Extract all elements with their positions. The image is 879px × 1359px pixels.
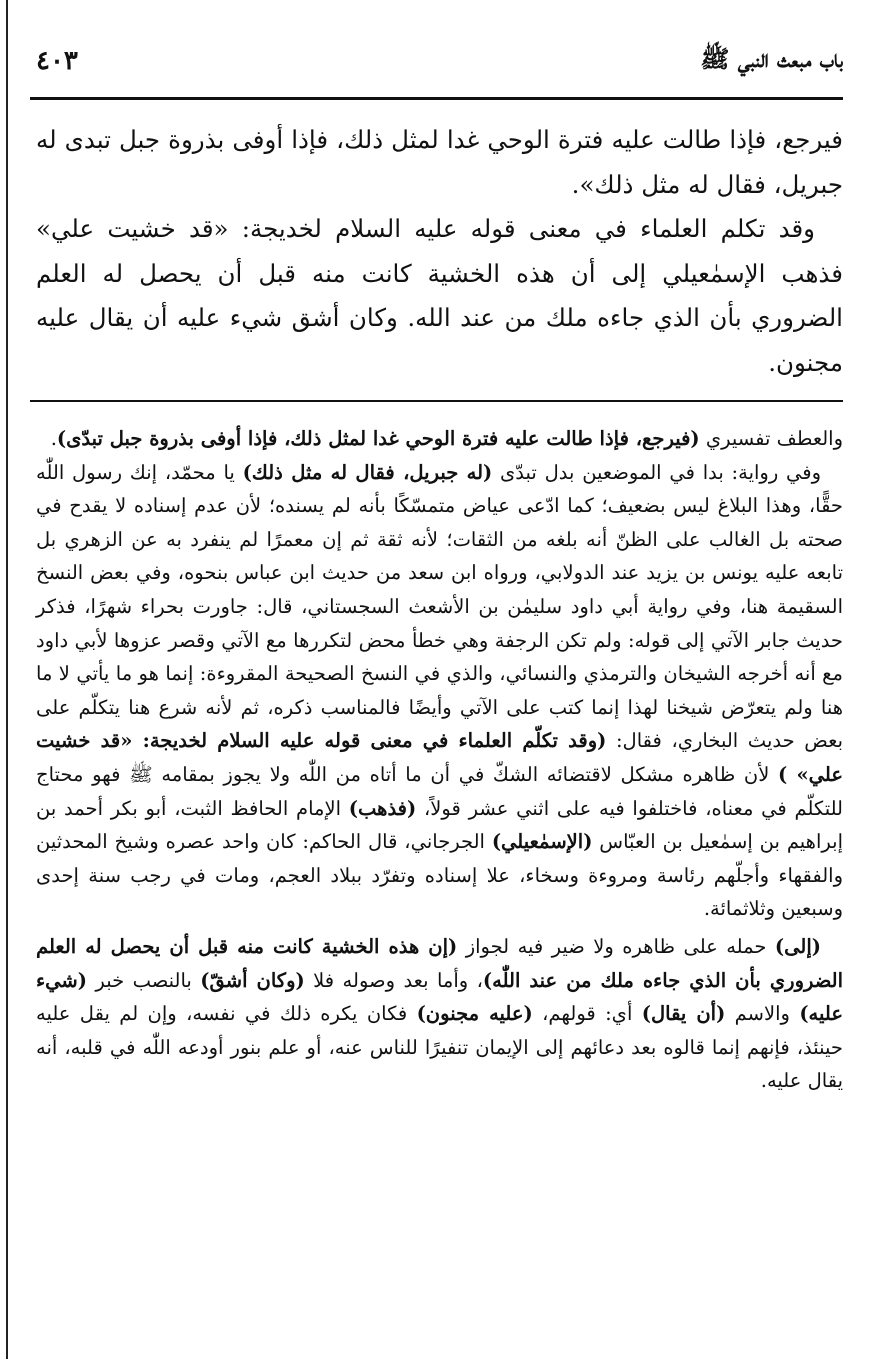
quoted-hadith-text: (إن هذه الخشية كانت منه قبل أن يحصل له العلم الضروري بأن الذي جاءه ملك من عند اللّٰه) — [36, 934, 844, 992]
quoted-hadith-text: (له جبريل، فقال له مثل ذلك) — [242, 460, 493, 484]
commentary-text-run: بالنصب خبر — [87, 968, 201, 992]
quoted-hadith-text: (وكان أشقّ) — [200, 968, 305, 992]
quoted-hadith-text: (فيرجع، فإذا طالت عليه فترة الوحي غدا لمثل ذلك، فإذا أوفى بذروة جبل تبدّى) — [56, 427, 700, 450]
commentary-text-run: يا محمّد، إنك رسول اللّٰه حقًّا، وهذا البلاغ ليس بضعيف؛ كما ادّعى عياض متمسّكًا بأنه لم يسنده؛ لأن عدم إسناده لا يقدح في صحته بل الغالب على الظنّ أنه بلغه من الثقات؛ لأنه ثقة ثم إن معمرًا لم ينفرد به عن الزهري بل تابعه عليه يونس بن يزيد عند الدولابي، ورواه ابن سعد من حديث ابن عباس بنحوه، وفي بعض النسخ السقيمة هنا، وفي رواية أبي داود سليمٰن بن الأشعث السجستاني، قال: جاورت بحراء شهرًا، فذكر حديث جابر الآتي إلى قوله: ولم تكن الرجفة وهي خطأ محض لتكررها مع الآتي وقصر عزوها لأبي داود مع أنه أخرجه الشيخان والترمذي والنسائي، والذي في النسخ الصحيحة المقروءة: إنما هو ما يأتي لا ما هنا ولم يتعرّض شيخنا لهذا إنما كتب على الآتي وأيضًا فالمناسب ذكره، ثم لأنه شرع هنا يتكلّم على بعض حديث البخاري، فقال: — [36, 460, 843, 753]
commentary-paragraph-2 — [36, 456, 843, 926]
main-paragraph-1: فيرجع، فإذا طالت عليه فترة الوحي غدا لمثل ذلك، فإذا أوفى بذروة جبل تبدى له جبريل، فقال له مثل ذلك». — [36, 125, 843, 199]
quoted-hadith-text: (فذهب) — [348, 796, 417, 820]
commentary-paragraph-3 — [36, 930, 843, 1098]
quoted-hadith-text: (شيء عليه) — [36, 968, 843, 1026]
commentary-text-run: حمله على ظاهره ولا ضير فيه لجواز — [457, 934, 775, 958]
header-divider — [30, 97, 843, 100]
quoted-hadith-text: (إلى) — [774, 934, 821, 958]
commentary-text-run: لأن ظاهره مشكل لاقتضائه الشكّ في أن ما أتاه من اللّٰه ولا يجوز بمقامه ﷺ فهو محتاج للتكلّم في معناه، فاختلفوا فيه على اثني عشر قولاً، — [36, 762, 843, 820]
commentary-text-run: والعطف تفسيري — [699, 427, 843, 450]
commentary-text-run: ، وأما بعد وصوله فلا — [304, 968, 483, 992]
quoted-hadith-text: (أن يقال) — [641, 1002, 726, 1026]
main-text — [36, 118, 843, 385]
commentary-text-run: فكان يكره ذلك في نفسه، وإن لم يقل عليه حينئذ، فإنهم إنما قالوه بعد دعائهم إلى الإيمان تنفيرًا للناس عنه، أو علم بنور أودعه اللّٰه في قلبه، أنه يقال عليه. — [36, 1002, 843, 1093]
page-edge-rule — [6, 0, 8, 1359]
quoted-hadith-text: (وقد تكلّم العلماء في معنى قوله عليه السلام لخديجة: «قد خشيت علي» ) — [36, 729, 844, 786]
running-header — [36, 34, 843, 88]
commentary-text-run: والاسم — [725, 1002, 800, 1026]
commentary-paragraph-1 — [36, 422, 843, 456]
page-number: ٤٠٣ — [36, 46, 78, 76]
commentary-divider — [30, 400, 843, 402]
commentary-text-run: أي: قولهم، — [532, 1002, 642, 1026]
commentary-text-run: وفي رواية: بدا في الموضعين بدل تبدّى — [492, 460, 821, 484]
main-paragraph-2: وقد تكلم العلماء في معنى قوله عليه السلام لخديجة: «قد خشيت علي» فذهب الإسمٰعيلي إلى أن هذه الخشية كانت منه قبل أن يحصل له العلم الضروري بأن الذي جاءه ملك من عند الله. وكان أشق شيء عليه أن يقال عليه مجنون. — [36, 214, 843, 377]
commentary-text-run: . — [50, 427, 57, 450]
chapter-title: باب مبعث النبي ﷺ — [700, 43, 843, 73]
commentary-text — [36, 422, 843, 1098]
commentary-text-run: الجرجاني، قال الحاكم: كان واحد عصره وشيخ المحدثين والفقهاء وأجلّهم رئاسة ومروءة وسخاء، علا إسناده وتفرّد ببلاد العجم، ومات في رجب سنة إحدى وسبعين وثلاثمائة. — [36, 830, 843, 921]
commentary-text-run: الإمام الحافظ الثبت، أبو بكر أحمد بن إبراهيم بن إسمٰعيل بن العبّاس — [36, 796, 843, 854]
quoted-hadith-text: (الإسمٰعيلي) — [491, 830, 593, 854]
quoted-hadith-text: (عليه مجنون) — [416, 1002, 533, 1026]
